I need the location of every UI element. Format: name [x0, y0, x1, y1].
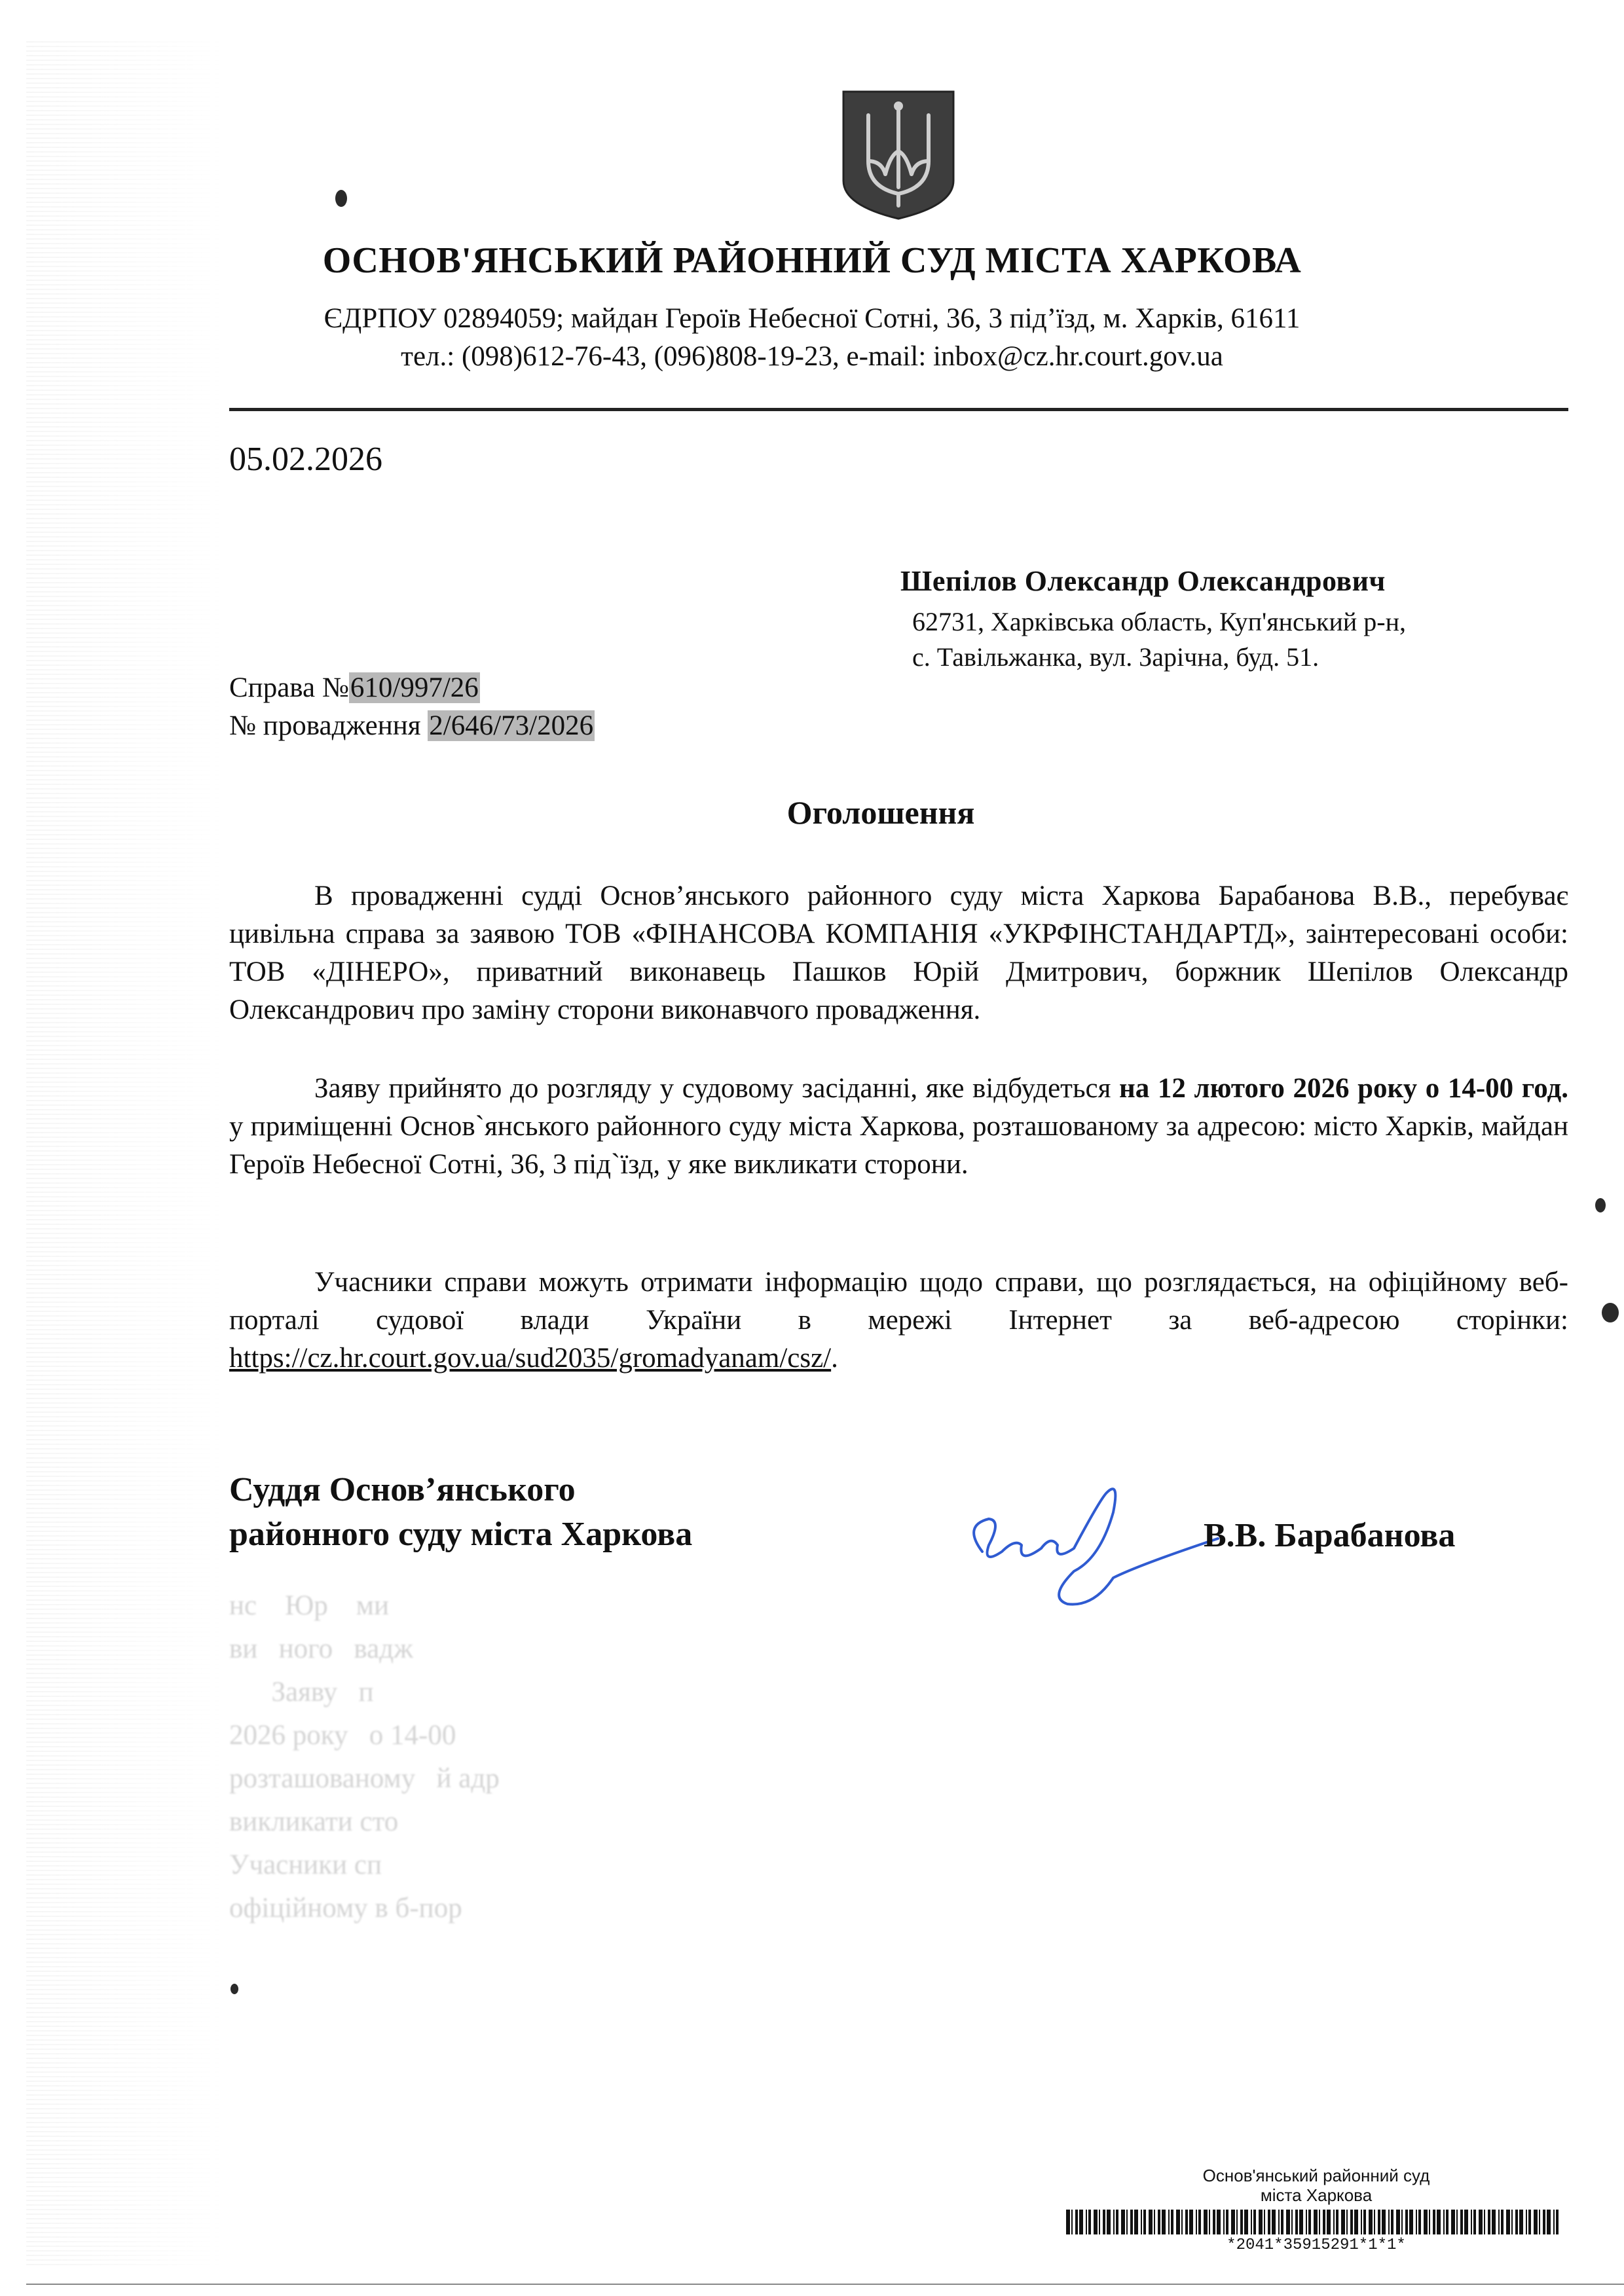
barcode-bar: [1501, 2210, 1504, 2234]
barcode-bar: [1075, 2210, 1078, 2234]
barcode-bar: [1488, 2210, 1490, 2234]
barcode-bar: [1272, 2210, 1276, 2234]
barcode-bar: [1416, 2210, 1417, 2234]
proceeding-number: 2/646/73/2026: [429, 710, 594, 741]
judge-name: В.В. Барабанова: [1204, 1517, 1456, 1554]
barcode-bar: [1446, 2210, 1449, 2234]
judge-title-line: районного суду міста Харкова: [229, 1516, 693, 1553]
barcode-bar: [1319, 2210, 1320, 2234]
barcode-bar: [1209, 2210, 1210, 2234]
barcode-bar: [1176, 2210, 1180, 2234]
barcode-bar: [1327, 2210, 1331, 2234]
barcode-bar: [1456, 2210, 1458, 2234]
barcode-bar: [1196, 2210, 1197, 2234]
barcode-bar: [1346, 2210, 1348, 2234]
barcode-bar: [1281, 2210, 1283, 2234]
barcode-bar: [1534, 2210, 1538, 2234]
barcode-bar: [1134, 2210, 1138, 2234]
barcode-bar: [1401, 2210, 1403, 2234]
announcement-title: Оголошення: [786, 794, 975, 831]
barcode-bar: [1295, 2210, 1298, 2234]
barcode-bar: [1418, 2210, 1421, 2234]
barcode-bar: [1149, 2210, 1153, 2234]
barcode-bar: [1409, 2210, 1413, 2234]
paragraph-info: [229, 1264, 1568, 1377]
barcode-bar: [1168, 2210, 1170, 2234]
barcode-bar: [1506, 2210, 1510, 2234]
case-info: [229, 669, 595, 745]
stamp-line: Основ'янський районний суд: [1202, 2166, 1430, 2185]
barcode-bar: [1543, 2210, 1545, 2234]
barcode-bar: [1299, 2210, 1303, 2234]
barcode-bar: [1126, 2210, 1128, 2234]
barcode-bar: [1244, 2210, 1248, 2234]
judge-title-line: Суддя Основ’янського: [229, 1471, 576, 1508]
barcode-bar: [1433, 2210, 1435, 2234]
barcode-number: *2041*35915291*1*1*: [1227, 2236, 1406, 2254]
paragraph-text: В провадженні судді Основ’янського районного суду міста Харкова Барабанова В.В., перебуває цивільна справа за заявою ТОВ «ФІНАНСОВА КОМПАНІЯ «УКРФІНСТАНДАРТД», заінтересовані особи: ТОВ «ДІНЕРО», приватний виконавець Пашков Юрій Дмитрович, боржник Шепілов Олександр Олександрович про заміну сторони виконавчого провадження.: [229, 881, 1568, 1025]
barcode-bar: [1306, 2210, 1307, 2234]
barcode-bar: [1116, 2210, 1118, 2234]
barcode-bar: [1528, 2210, 1531, 2234]
scan-blot: [1602, 1303, 1619, 1322]
recipient-block: [900, 564, 1406, 675]
barcode-bar: [1396, 2210, 1400, 2234]
barcode-bar: [1341, 2210, 1345, 2234]
barcode-bar: [1323, 2210, 1325, 2234]
barcode-bar: [1314, 2210, 1318, 2234]
barcode-bar: [1185, 2210, 1188, 2234]
barcode-bar: [1556, 2210, 1559, 2234]
barcode-bar: [1264, 2210, 1265, 2234]
barcode-bar: [1553, 2210, 1555, 2234]
barcode-bar: [1369, 2210, 1373, 2234]
barcode-bar: [1424, 2210, 1428, 2234]
barcode-bar: [1181, 2210, 1183, 2234]
barcode-bar: [1291, 2210, 1293, 2234]
case-label: Справа №: [229, 672, 349, 703]
barcode-bar: [1154, 2210, 1155, 2234]
barcode-bar: [1198, 2210, 1201, 2234]
barcode-bar: [1071, 2210, 1073, 2234]
barcode-bar: [1429, 2210, 1430, 2234]
barcode-bar: [1547, 2210, 1551, 2234]
barcode-bar: [1066, 2210, 1070, 2234]
barcode-bar: [1464, 2210, 1468, 2234]
barcode-bar: [1130, 2210, 1133, 2234]
barcode-bar: [1484, 2210, 1485, 2234]
barcode-bar: [1143, 2210, 1146, 2234]
barcode-bar: [1388, 2210, 1390, 2234]
barcode-bar: [1217, 2210, 1221, 2234]
barcode-bar: [1223, 2210, 1225, 2234]
registry-barcode: [1066, 2210, 1564, 2234]
scan-blot: [231, 1984, 238, 1994]
barcode-bar: [1515, 2210, 1518, 2234]
case-number-line: [229, 669, 595, 707]
paragraph-text: Учасники справи можуть отримати інформацію щодо справи, що розглядається, на офіційному веб-порталі судової влади України в мережі Інтернет за веб-адресою сторінки:: [229, 1267, 1568, 1336]
barcode-bar: [1492, 2210, 1496, 2234]
recipient-address-line: с. Тавільжанка, вул. Зарічна, буд. 51.: [912, 642, 1320, 672]
barcode-bar: [1103, 2210, 1105, 2234]
barcode-bar: [1086, 2210, 1087, 2234]
barcode-bar: [1479, 2210, 1483, 2234]
proceeding-number-line: [229, 707, 595, 745]
paragraph-hearing: [229, 1070, 1568, 1184]
barcode-bar: [1226, 2210, 1228, 2234]
proceeding-label: № провадження: [229, 710, 428, 741]
barcode-bar: [1460, 2210, 1463, 2234]
barcode-bar: [1391, 2210, 1393, 2234]
barcode-bar: [1251, 2210, 1252, 2234]
barcode-bar: [1361, 2210, 1362, 2234]
bleed-through-text: нс Юр ми ви ного вадж Заяву п 2026 року о 14-00 розташованому й адр викликати сто Учасники сп офіційному в б-пор: [229, 1590, 500, 1923]
scan-blot: [335, 190, 347, 207]
court-name: ОСНОВ'ЯНСЬКИЙ РАЙОННИЙ СУД МІСТА ХАРКОВА: [322, 240, 1302, 281]
paragraph-text: у приміщенні Основ`янського районного суду міста Харкова, розташованому за адресою: місто Харків, майдан Героїв Небесної Сотні, 36, 3 під`їзд, у яке викликати сторони.: [229, 1111, 1568, 1180]
barcode-bar: [1374, 2210, 1375, 2234]
barcode-bar: [1278, 2210, 1280, 2234]
barcode-bar: [1336, 2210, 1338, 2234]
barcode-bar: [1519, 2210, 1523, 2234]
barcode-bar: [1094, 2210, 1098, 2234]
barcode-bar: [1121, 2210, 1125, 2234]
recipient-name: Шепілов Олександр Олександрович: [900, 565, 1386, 597]
barcode-bar: [1088, 2210, 1091, 2234]
barcode-bar: [1286, 2210, 1290, 2234]
court-address: ЄДРПОУ 02894059; майдан Героїв Небесної Сотні, 36, 3 під’їзд, м. Харків, 61611: [323, 303, 1301, 334]
paragraph-text: .: [831, 1343, 838, 1374]
judge-title: [229, 1468, 692, 1557]
barcode-bar: [1473, 2210, 1476, 2234]
recipient-address: [900, 604, 1406, 675]
barcode-bar: [1268, 2210, 1270, 2234]
barcode-bar: [1158, 2210, 1160, 2234]
scan-edge: [26, 2284, 1624, 2285]
barcode-bar: [1378, 2210, 1380, 2234]
handwritten-signature: [943, 1473, 1231, 1617]
barcode-bar: [1451, 2210, 1455, 2234]
court-portal-link[interactable]: https://cz.hr.court.gov.ua/sud2035/gromadyanam/csz/: [229, 1343, 832, 1374]
case-number: 610/997/26: [350, 672, 479, 703]
barcode-bar: [1308, 2210, 1311, 2234]
barcode-bar: [1162, 2210, 1166, 2234]
barcode-bar: [1354, 2210, 1358, 2234]
barcode-bar: [1231, 2210, 1235, 2234]
barcode-bar: [1240, 2210, 1243, 2234]
barcode-bar: [1539, 2210, 1540, 2234]
barcode-bar: [1333, 2210, 1335, 2234]
barcode-bar: [1171, 2210, 1173, 2234]
barcode-bar: [1253, 2210, 1256, 2234]
barcode-bar: [1350, 2210, 1353, 2234]
barcode-bar: [1498, 2210, 1500, 2234]
barcode-bar: [1141, 2210, 1142, 2234]
paragraph-case: [229, 877, 1568, 1029]
barcode-bar: [1526, 2210, 1527, 2234]
barcode-bar: [1079, 2210, 1083, 2234]
paragraph-text: Заяву прийнято до розгляду у судовому засіданні, яке відбудеться: [314, 1073, 1120, 1104]
barcode-bar: [1107, 2210, 1111, 2234]
barcode-bar: [1437, 2210, 1441, 2234]
barcode-bar: [1405, 2210, 1408, 2234]
barcode-bar: [1189, 2210, 1193, 2234]
barcode-bar: [1363, 2210, 1366, 2234]
hearing-date: на 12 лютого 2026 року о 14-00 год.: [1119, 1073, 1568, 1104]
barcode-bar: [1511, 2210, 1513, 2234]
document-date: 05.02.2026: [229, 441, 382, 478]
scan-blot: [1595, 1198, 1606, 1212]
barcode-bar: [1099, 2210, 1100, 2234]
barcode-bar: [1443, 2210, 1445, 2234]
scan-noise: [26, 39, 223, 2265]
barcode-bar: [1213, 2210, 1215, 2234]
barcode-bar: [1236, 2210, 1238, 2234]
barcode-bar: [1259, 2210, 1263, 2234]
barcode-bar: [1471, 2210, 1472, 2234]
court-contacts: тел.: (098)612-76-43, (096)808-19-23, e-mail: inbox@cz.hr.court.gov.ua: [401, 341, 1223, 372]
registry-stamp: [1061, 2166, 1572, 2205]
barcode-bar: [1382, 2210, 1386, 2234]
trident-emblem-icon: [840, 89, 957, 220]
header-divider: [229, 408, 1568, 411]
stamp-line: міста Харкова: [1260, 2185, 1373, 2205]
barcode-bar: [1113, 2210, 1115, 2234]
recipient-address-line: 62731, Харківська область, Куп'янський р-н,: [912, 607, 1407, 636]
barcode-bar: [1204, 2210, 1208, 2234]
